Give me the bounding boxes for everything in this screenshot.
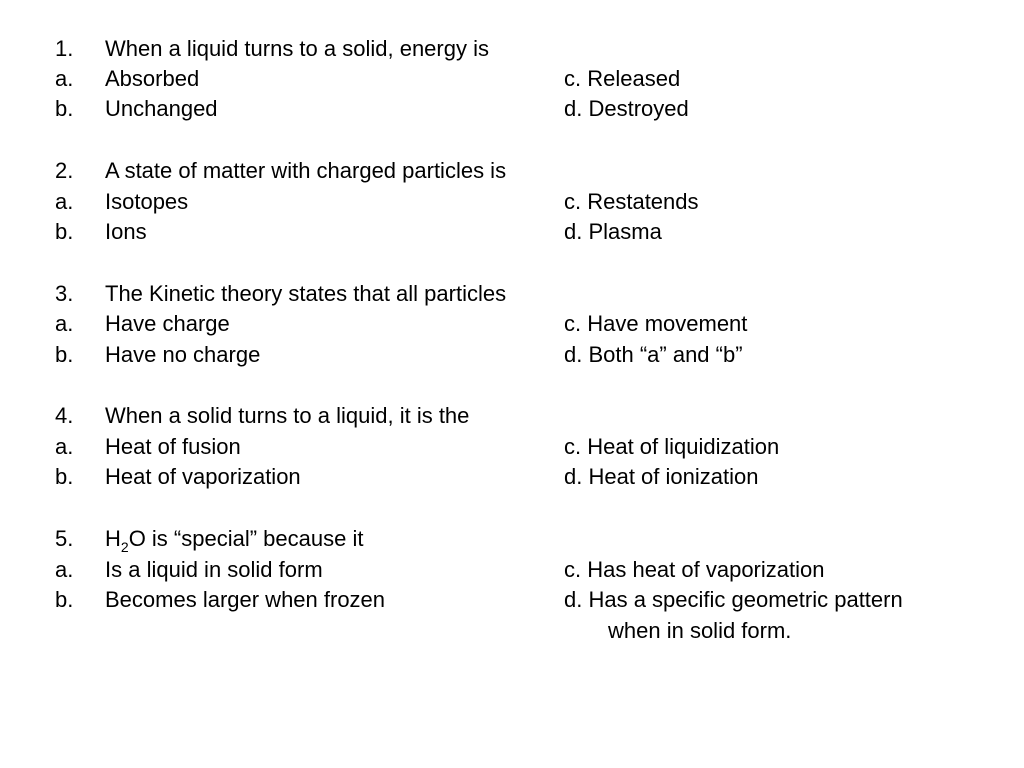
option-letter: a. xyxy=(55,434,74,459)
option-text: c. Heat of liquidization xyxy=(564,434,780,459)
option-text: Absorbed xyxy=(105,66,200,91)
option-letter: a. xyxy=(55,311,74,336)
question-text: A state of matter with charged particles is xyxy=(105,158,507,183)
option-text: d. Destroyed xyxy=(564,96,689,121)
option-text: Heat of fusion xyxy=(105,434,241,459)
question-number: 4. xyxy=(55,403,74,428)
option-letter: a. xyxy=(55,557,74,582)
option-text: Becomes larger when frozen xyxy=(105,587,386,612)
question-text: When a liquid turns to a solid, energy is xyxy=(105,36,489,61)
option-text: Have no charge xyxy=(105,342,261,367)
option-text: d. Both “a” and “b” xyxy=(564,342,743,367)
option-text: Is a liquid in solid form xyxy=(105,557,323,582)
option-letter: b. xyxy=(55,587,74,612)
question-number: 5. xyxy=(55,526,74,551)
option-text: c. Has heat of vaporization xyxy=(564,557,825,582)
option-text: c. Restatends xyxy=(564,189,699,214)
option-text: Unchanged xyxy=(105,96,218,121)
question-text xyxy=(105,523,363,557)
option-text: d. Heat of ionization xyxy=(564,464,759,489)
question-number: 1. xyxy=(55,36,74,61)
formula-h: H xyxy=(105,526,121,551)
option-text: Heat of vaporization xyxy=(105,464,301,489)
question-text: The Kinetic theory states that all particles xyxy=(105,281,507,306)
option-letter: a. xyxy=(55,66,74,91)
option-text: d. Plasma xyxy=(564,219,662,244)
option-letter: b. xyxy=(55,342,74,367)
option-text: c. Have movement xyxy=(564,311,748,336)
option-text: Ions xyxy=(105,219,147,244)
formula-subscript: 2 xyxy=(120,539,129,555)
option-letter: a. xyxy=(55,189,74,214)
question-text-rest: O is “special” because it xyxy=(128,526,364,551)
option-text: d. Has a specific geometric pattern xyxy=(564,587,903,612)
question-number: 2. xyxy=(55,158,74,183)
option-text: Have charge xyxy=(105,311,230,336)
option-text-continuation: when in solid form. xyxy=(608,618,792,643)
question-text: When a solid turns to a liquid, it is the xyxy=(105,403,470,428)
option-letter: b. xyxy=(55,96,74,121)
option-text: c. Released xyxy=(564,66,681,91)
question-number: 3. xyxy=(55,281,74,306)
option-text: Isotopes xyxy=(105,189,189,214)
option-letter: b. xyxy=(55,464,74,489)
option-letter: b. xyxy=(55,219,74,244)
